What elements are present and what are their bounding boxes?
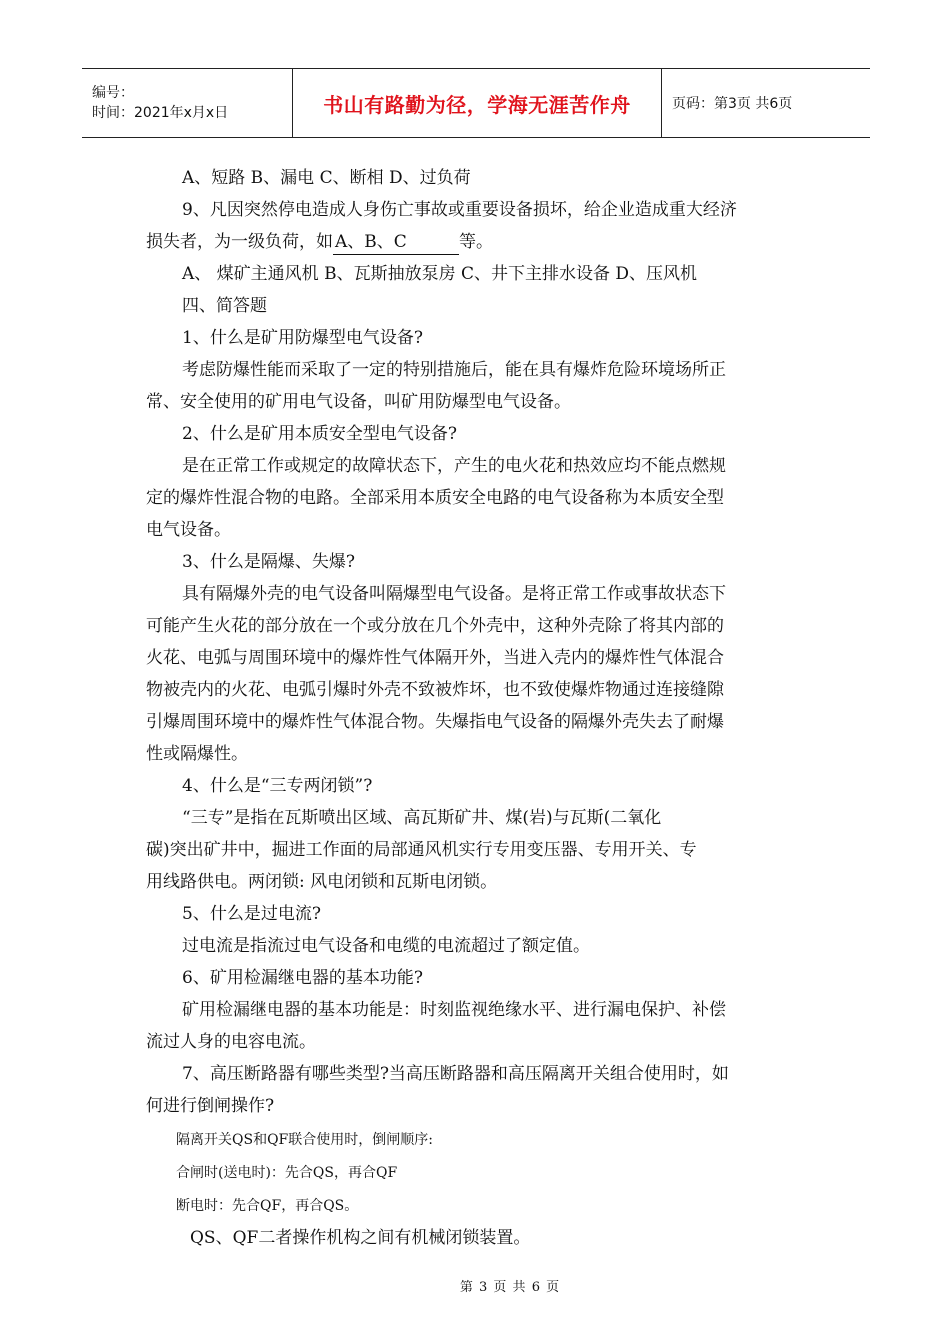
header-page-info [662, 69, 870, 137]
short-question-1: 1、什么是矿用防爆型电气设备? [182, 328, 423, 348]
short-question-2: 2、什么是矿用本质安全型电气设备? [182, 424, 457, 444]
section-heading-4: 四、简答题 [182, 296, 267, 316]
answer-3-line-6: 性或隔爆性。 [146, 744, 248, 764]
q9-answer-blank: A、B、C [333, 230, 459, 255]
q9-text-pre: 损失者，为一级负荷，如 [146, 232, 333, 252]
answer-6-line-1: 矿用检漏继电器的基本功能是：时刻监视绝缘水平、进行漏电保护、补偿 [182, 1000, 726, 1020]
answer-7-line-4: QS、QF二者操作机构之间有机械闭锁装置。 [190, 1228, 531, 1248]
options-line-9: A、 煤矿主通风机 B、瓦斯抽放泵房 C、井下主排水设备 D、压风机 [182, 264, 698, 284]
short-question-5: 5、什么是过电流? [182, 904, 321, 924]
answer-3-line-2: 可能产生火花的部分放在一个或分放在几个外壳中，这种外壳除了将其内部的 [146, 616, 724, 636]
short-question-3: 3、什么是隔爆、失爆? [182, 552, 355, 572]
question-9: 9、凡因突然停电造成人身伤亡事故或重要设备损坏，给企业造成重大经济 [182, 200, 737, 220]
answer-4-line-2: 碳)突出矿井中，掘进工作面的局部通风机实行专用变压器、专用开关、专 [146, 840, 697, 860]
answer-4-line-3: 用线路供电。两闭锁: 风电闭锁和瓦斯电闭锁。 [146, 872, 498, 892]
answer-1-line-2: 常、安全使用的矿用电气设备，叫矿用防爆型电气设备。 [146, 392, 571, 412]
answer-3-line-5: 引爆周围环境中的爆炸性气体混合物。失爆指电气设备的隔爆外壳失去了耐爆 [146, 712, 724, 732]
answer-3-line-4: 物被壳内的火花、电弧引爆时外壳不致被炸坏，也不致使爆炸物通过连接缝隙 [146, 680, 724, 700]
answer-7-line-2: 合闸时(送电时)：先合QS，再合QF [176, 1165, 398, 1181]
answer-7-line-1: 隔离开关QS和QF联合使用时，倒闸顺序: [176, 1132, 433, 1148]
page-footer: 第 3 页 共 6 页 [459, 1280, 561, 1295]
header-meta [82, 69, 293, 137]
short-question-6: 6、矿用检漏继电器的基本功能? [182, 968, 423, 988]
answer-4-line-1: “三专”是指在瓦斯喷出区域、高瓦斯矿井、煤(岩)与瓦斯(二氧化 [182, 808, 662, 828]
answer-2-line-3: 电气设备。 [146, 520, 231, 540]
page-info-text: 页码：第3页 共6页 [672, 96, 793, 112]
motto-text: 书山有路勤为径，学海无涯苦作舟 [323, 92, 631, 117]
short-question-4: 4、什么是“三专两闭锁”? [182, 776, 373, 796]
answer-2-line-1: 是在正常工作或规定的故障状态下，产生的电火花和热效应均不能点燃规 [182, 456, 726, 476]
answer-6-line-2: 流过人身的电容电流。 [146, 1032, 316, 1052]
answer-3-line-3: 火花、电弧与周围环境中的爆炸性气体隔开外，当进入壳内的爆炸性气体混合 [146, 648, 724, 668]
page-header [82, 68, 870, 138]
short-question-7-cont: 何进行倒闸操作? [146, 1096, 275, 1116]
answer-3-line-1: 具有隔爆外壳的电气设备叫隔爆型电气设备。是将正常工作或事故状态下 [182, 584, 726, 604]
q9-text-post: 等。 [459, 232, 493, 252]
document-time-label: 时间：2021年x月x日 [92, 105, 229, 121]
answer-2-line-2: 定的爆炸性混合物的电路。全部采用本质安全电路的电气设备称为本质安全型 [146, 488, 724, 508]
answer-5-line-1: 过电流是指流过电气设备和电缆的电流超过了额定值。 [182, 936, 590, 956]
document-number-label: 编号： [92, 85, 134, 101]
short-question-7: 7、高压断路器有哪些类型?当高压断路器和高压隔离开关组合使用时，如 [182, 1064, 729, 1084]
options-line-8: A、短路 B、漏电 C、断相 D、过负荷 [182, 168, 471, 188]
header-motto [293, 69, 662, 137]
answer-7-line-3: 断电时：先合QF，再合QS。 [176, 1198, 359, 1214]
answer-1-line-1: 考虑防爆性能而采取了一定的特别措施后，能在具有爆炸危险环境场所正 [182, 360, 726, 380]
question-9-cont [146, 230, 810, 255]
